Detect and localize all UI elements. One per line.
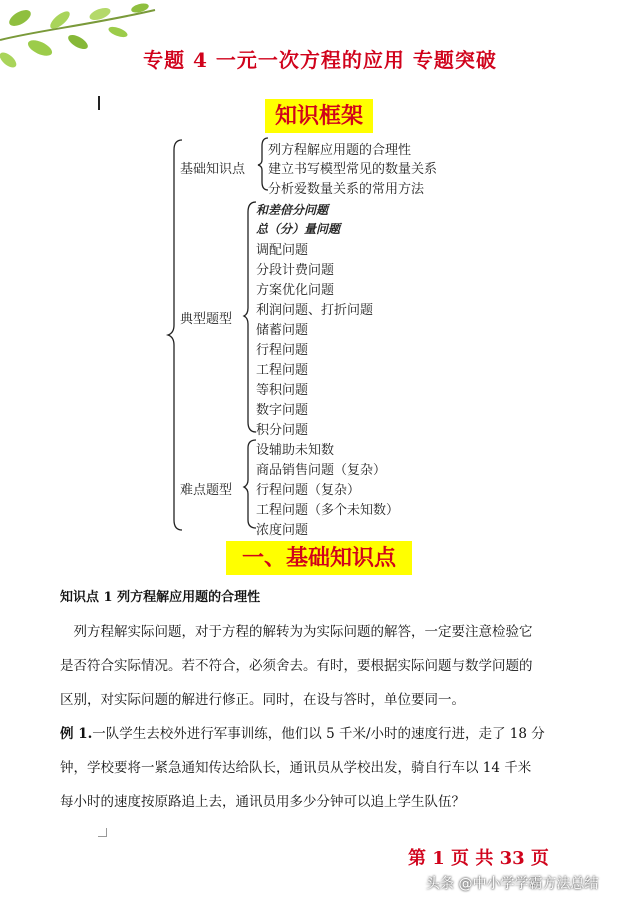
basic-item-3: 分析爱数量关系的常用方法 bbox=[268, 182, 425, 197]
typical-item-6: 利润问题、打折问题 bbox=[256, 303, 374, 318]
example-line-1 bbox=[60, 722, 588, 742]
page-number: 第 1 页 共 33 页 bbox=[408, 848, 549, 869]
basic-item-1: 列方程解应用题的合理性 bbox=[268, 143, 412, 158]
knowledge-point-heading: 知识点 1 列方程解应用题的合理性 bbox=[60, 590, 261, 605]
hard-item-5: 浓度问题 bbox=[256, 523, 309, 538]
paragraph-line-3: 区别，对实际问题的解进行修正。同时，在设与答时，单位要同一。 bbox=[60, 692, 465, 708]
page-title: 专题 4 一元一次方程的应用 专题突破 bbox=[143, 48, 497, 72]
hard-item-1: 设辅助未知数 bbox=[256, 443, 335, 458]
typical-item-5: 方案优化问题 bbox=[256, 283, 335, 298]
example-line-2: 钟，学校要将一紧急通知传达给队长，通讯员从学校出发，骑自行车以 14 千米 bbox=[60, 760, 532, 776]
section-banner: 一、基础知识点 bbox=[226, 541, 412, 575]
paragraph-line-1: 列方程解实际问题，对于方程的解转为为实际问题的解答，一定要注意检验它 bbox=[60, 624, 533, 640]
example-label: 例 1. bbox=[60, 726, 93, 742]
hard-item-2: 商品销售问题（复杂） bbox=[256, 463, 387, 478]
framework-banner: 知识框架 bbox=[265, 99, 373, 133]
typical-item-10: 等积问题 bbox=[256, 383, 309, 398]
example-text-1: 一队学生去校外进行军事训练，他们以 5 千米/小时的速度行进，走了 18 分 bbox=[92, 726, 545, 742]
typical-item-2: 总（分）量问题 bbox=[256, 222, 341, 236]
margin-corner-mark bbox=[98, 828, 107, 837]
watermark-text: 头条 @中小学学霸方法总结 bbox=[426, 876, 599, 892]
category-basic: 基础知识点 bbox=[180, 162, 246, 177]
typical-item-7: 储蓄问题 bbox=[256, 323, 309, 338]
example-line-3: 每小时的速度按原路追上去，通讯员用多少分钟可以追上学生队伍？ bbox=[60, 794, 465, 810]
typical-item-3: 调配问题 bbox=[256, 243, 309, 258]
typical-item-11: 数字问题 bbox=[256, 403, 309, 418]
category-hard: 难点题型 bbox=[180, 483, 233, 498]
typical-item-8: 行程问题 bbox=[256, 343, 309, 358]
category-typical: 典型题型 bbox=[180, 312, 233, 327]
typical-item-9: 工程问题 bbox=[256, 363, 309, 378]
hard-item-4: 工程问题（多个未知数） bbox=[256, 503, 400, 518]
typical-item-4: 分段计费问题 bbox=[256, 263, 335, 278]
hard-item-3: 行程问题（复杂） bbox=[256, 483, 361, 498]
paragraph-line-2: 是否符合实际情况。若不符合，必须舍去。有时，要根据实际问题与数学问题的 bbox=[60, 658, 533, 674]
typical-item-1: 和差倍分问题 bbox=[256, 203, 329, 217]
typical-item-12: 积分问题 bbox=[256, 423, 309, 438]
basic-item-2: 建立书写模型常见的数量关系 bbox=[268, 162, 438, 177]
